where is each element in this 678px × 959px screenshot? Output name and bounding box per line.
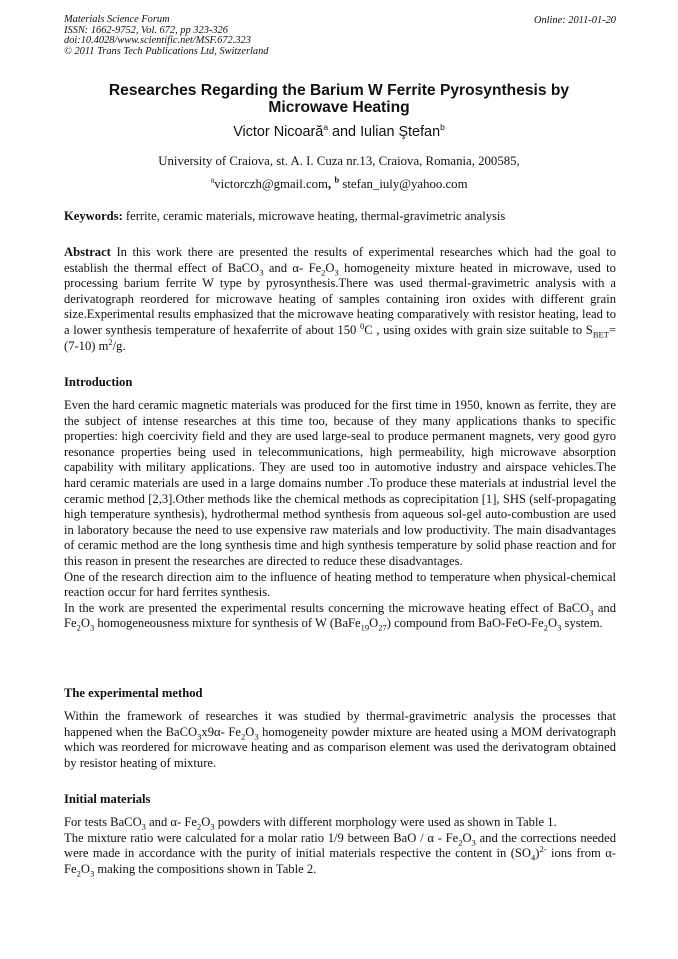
subscript: 3: [471, 837, 476, 848]
subscript: 3: [89, 622, 95, 633]
subscript: 27: [378, 622, 387, 633]
paragraph-text: O: [462, 830, 472, 845]
paragraph-text: and α- Fe: [145, 815, 197, 829]
paragraph-text: and Fe: [64, 600, 616, 631]
journal-doi: doi:10.4028/www.scientific.net/MSF.672.323: [64, 35, 251, 46]
subscript: 2: [458, 837, 463, 848]
title-line-1: Researches Regarding the Barium W Ferrite Pyrosynthesis by: [108, 82, 570, 99]
paragraph-text: For tests BaCO: [64, 815, 142, 829]
introduction-paragraph-2: One of the research direction aim to the influence of heating method to temperature when physical-chemical reaction occur for hard ferrites synthesis.: [64, 569, 616, 600]
abstract-label: Abstract: [64, 245, 111, 259]
subscript: 3: [259, 267, 264, 278]
subscript: 2: [76, 868, 81, 879]
affiliation-emails: [60, 173, 618, 196]
superscript: 2-: [539, 844, 547, 854]
subscript: 3: [89, 868, 95, 879]
experimental-body: [64, 709, 616, 771]
abstract-text: In this work there are presented the results of experimental researches which had the goal to establish the thermal effect of BaCO: [64, 245, 616, 275]
subscript: 2: [543, 622, 549, 633]
initial-materials-heading: Initial materials: [64, 792, 151, 806]
initial-materials-body: [64, 815, 616, 877]
abstract-text: O: [325, 260, 335, 275]
email-separator: ,: [328, 177, 335, 191]
email-a: victorczh@gmail.com: [214, 177, 329, 191]
subscript: 3: [197, 731, 202, 742]
paragraph-text: O: [80, 616, 90, 631]
paragraph-text: ions from α- Fe: [64, 846, 616, 876]
email-a-marker: a: [210, 174, 215, 185]
paragraph-text: O: [245, 724, 255, 739]
title-line-2: Microwave Heating: [268, 99, 410, 116]
paragraph-text: O: [80, 861, 90, 876]
subscript: 3: [557, 622, 562, 633]
email-b-marker: b: [334, 174, 340, 185]
abstract-text: = (7-10) m: [64, 322, 616, 353]
author-2: Iulian Ştefan: [360, 124, 441, 140]
paragraph-text: Within the framework of researches it was studied by thermal-gravimetric analysis the processes that happened when the BaCO: [64, 709, 616, 739]
abstract: [64, 245, 616, 354]
subscript: 2: [196, 821, 202, 832]
paragraph-text: homogeneity powder mixture are heated using a MOM derivatograph which was reordered for microwave heating and as comparison element was used the derivatogram obtained by resistor heating of mixture.: [64, 724, 616, 770]
introduction-paragraph-1: Even the hard ceramic magnetic materials was produced for the first time in 1950, known as ferrite, they are the subject of intense researches at this time too, because of they many applications thanks to specific properties: high coercivity field and they are used large-seal to produce permanent magnets, very good gyro resonance properties being used in telecommunications, high permeability, high microwave absorption capability with military applications. They are used too in automotive industry and airspace vehicles.The hard ceramic materials are used in a large domains number .To produce these materials at industrial level the ceramic method [2,3].Other methods like the chemical methods as coprecipitation [1], SHS (self-propagating high temperature synthesis), hydrothermal method synthesis from aqueous sol-gel auto-combustion are used in laboratory because the need to use expensive raw materials and low productivity. The main disadvantages of ceramic method are the long synthesis time and high synthesis temperature by solid phase reaction and for this reason in present the researches are directed to reduce these disadvantages.: [64, 398, 616, 568]
journal-issn: ISSN: 1662-9752, Vol. 672, pp 323-326: [64, 24, 228, 36]
affiliation: [60, 150, 618, 196]
paragraph-text: The mixture ratio were calculated for a molar ratio 1/9 between BaO / α - Fe: [64, 830, 459, 845]
author-and: and: [328, 124, 361, 140]
paragraph-text: In the work are presented the experimental results concerning the microwave heating effect of BaCO: [64, 600, 590, 615]
introduction-body: [64, 398, 616, 632]
subscript: 3: [334, 267, 339, 278]
paragraph-text: O: [201, 815, 211, 829]
initial-materials-line-1: [64, 815, 616, 831]
paragraph-text: and the corrections needed were made in accordance with the purity of initial materials respective the content in (SO: [64, 830, 616, 861]
subscript: 2: [76, 622, 81, 633]
paragraph-text: homogeneousness mixture for synthesis of W (BaFe: [94, 616, 361, 631]
initial-materials-line-2: [64, 831, 616, 878]
keywords-text: ferrite, ceramic materials, microwave heating, thermal-gravimetric analysis: [122, 209, 506, 223]
paragraph-text: x9α- Fe: [201, 724, 241, 739]
journal-name: Materials Science Forum: [64, 14, 170, 25]
paper-title: [60, 82, 618, 116]
abstract-text: /g.: [112, 338, 126, 353]
subscript: 2: [240, 731, 246, 742]
subscript: 3: [589, 607, 594, 618]
subscript: 3: [141, 821, 146, 832]
keywords: [64, 209, 616, 224]
introduction-paragraph-3: [64, 601, 616, 632]
subscript: 19: [360, 622, 370, 633]
paragraph-text: ): [535, 846, 540, 861]
superscript: 2: [108, 336, 113, 347]
paragraph-text: ) compound from BaO-FeO-Fe: [386, 616, 544, 631]
paragraph-text: O: [548, 616, 558, 631]
author-list: [60, 124, 618, 140]
paragraph-text: O: [369, 616, 379, 631]
experimental-heading: The experimental method: [64, 686, 203, 700]
journal-header: [64, 15, 268, 57]
email-b: stefan_iuly@yahoo.com: [339, 177, 468, 191]
subscript: 3: [254, 731, 259, 742]
abstract-text: and α- Fe: [263, 260, 322, 275]
journal-copyright: © 2011 Trans Tech Publications Ltd, Switzerland: [64, 45, 269, 57]
superscript: 0: [360, 320, 365, 331]
author-1: Victor Nicoară: [233, 124, 324, 140]
subscript: 3: [210, 821, 215, 832]
subscript: 4: [531, 852, 536, 863]
author-2-marker: b: [440, 122, 445, 133]
paragraph-text: powders with different morphology were used as shown in Table 1.: [214, 815, 557, 829]
online-date: Online: 2011-01-20: [533, 15, 616, 26]
author-1-marker: a: [323, 122, 329, 133]
keywords-label: Keywords:: [64, 209, 123, 223]
abstract-text: homogeneity mixture heated in microwave, used to processing barium ferrite W type by pyrosynthesis.There was used thermal-gravimetric analysis with a derivatograph reordered for microwave heating of samples containing iron oxides with different grain size.Experimental results emphasized that the microwave heating comparatively with resistor heating, lead to a lower synthesis temperature of hexaferrite of about 150: [64, 260, 616, 337]
introduction-heading: Introduction: [64, 375, 133, 389]
subscript: 2: [321, 267, 326, 278]
subscript: BET: [592, 329, 609, 340]
paragraph-text: making the compositions shown in Table 2.: [94, 861, 317, 876]
affiliation-address: University of Craiova, st. A. I. Cuza nr.13, Craiova, Romania, 200585,: [158, 154, 520, 168]
paragraph-text: system.: [561, 616, 603, 631]
abstract-text: C , using oxides with grain size suitable to S: [364, 322, 593, 337]
